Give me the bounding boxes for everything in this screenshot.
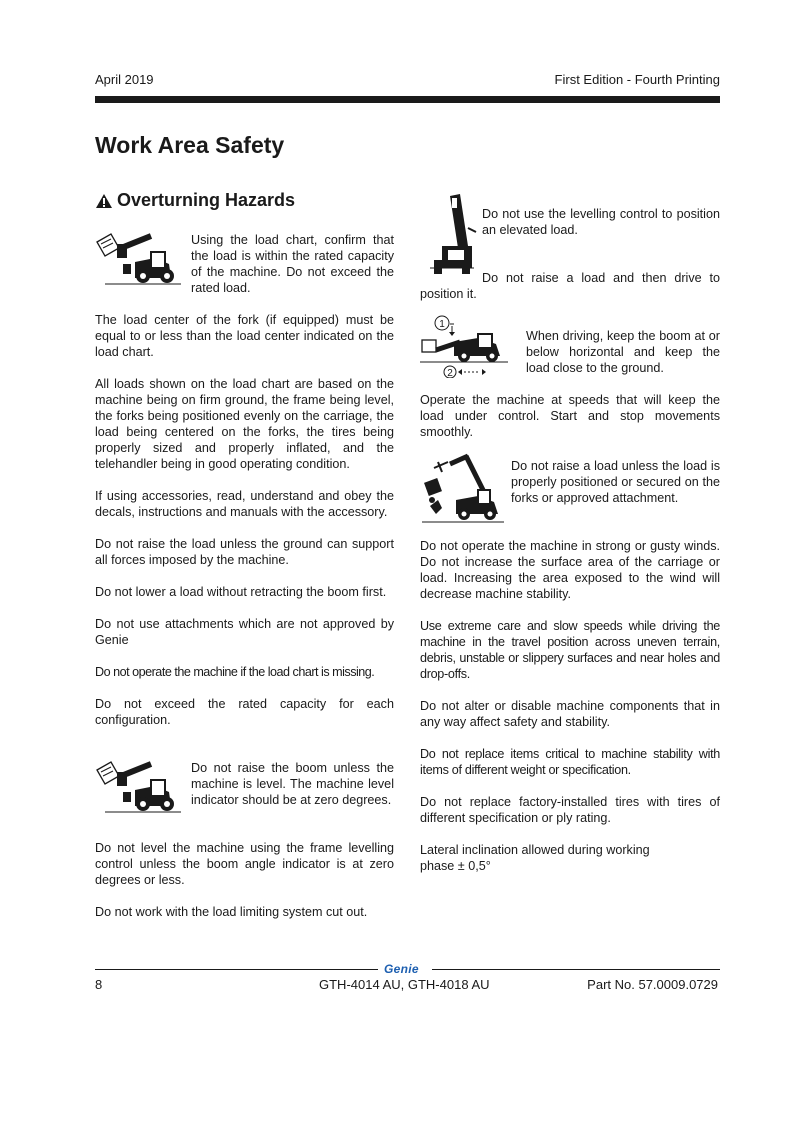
section-heading-text: Overturning Hazards	[117, 190, 296, 210]
right-paragraph-4: Operate the machine at speeds that will keep the load under control. Start and stop movements smoothly.	[420, 393, 720, 439]
right-paragraph-3: When driving, keep the boom at or below horizontal and keep the load close to the ground.	[526, 329, 720, 375]
left-paragraph-10: Do not raise the boom unless the machine is level. The machine level indicator should be at zero degrees.	[191, 761, 394, 807]
header-rule	[95, 96, 720, 103]
header-date: April 2019	[95, 72, 154, 87]
step-marker-1: 1	[439, 319, 445, 330]
left-paragraph-7: Do not use attachments which are not approved by Genie	[95, 617, 394, 647]
footer-rule-right	[432, 969, 720, 970]
genie-logo: Genie	[384, 962, 419, 976]
left-paragraph-3: All loads shown on the load chart are based on the machine being on firm ground, the frame being level, the forks being positioned evenly on the carriage, the load being centered on the forks, the tires being properly sized and properly inflated, and the telehandler being in good operating condition.	[95, 377, 394, 471]
left-paragraph-6: Do not lower a load without retracting the boom first.	[95, 585, 387, 599]
travel-position-illustration	[420, 314, 510, 378]
right-paragraph-10: Do not replace factory-installed tires with tires of different specification or ply rating.	[420, 795, 720, 825]
left-paragraph-11: Do not level the machine using the frame levelling control unless the boom angle indicator is at zero degrees or less.	[95, 841, 394, 887]
right-paragraph-7: Use extreme care and slow speeds while driving the machine in the travel position across uneven terrain, debris, unstable or slippery surfaces and near holes and drop-offs.	[420, 619, 720, 681]
footer-models: GTH-4014 AU, GTH-4018 AU	[319, 977, 490, 992]
left-paragraph-12: Do not work with the load limiting system cut out.	[95, 905, 368, 919]
right-paragraph-6: Do not operate the machine in strong or gusty winds. Do not increase the surface area of the carriage or load. Increasing the area exposed to the wind will decrease machine stability.	[420, 539, 720, 601]
section-heading	[95, 190, 295, 211]
footer-part-number: Part No. 57.0009.0729	[587, 977, 718, 992]
left-paragraph-1: Using the load chart, confirm that the load is within the rated capacity of the machine. Do not exceed the rated load.	[191, 233, 394, 295]
footer-rule-left	[95, 969, 378, 970]
left-paragraph-2: The load center of the fork (if equipped) must be equal to or less than the load center indicated on the load chart.	[95, 313, 394, 359]
header-edition: First Edition - Fourth Printing	[554, 72, 720, 87]
left-paragraph-4: If using accessories, read, understand and obey the decals, instructions and manuals with the accessory.	[95, 489, 394, 519]
left-paragraph-5: Do not raise the load unless the ground can support all forces imposed by the machine.	[95, 537, 394, 567]
right-paragraph-9: Do not replace items critical to machine stability with items of different weight or specification.	[420, 747, 720, 777]
unsecured-load-illustration	[420, 452, 506, 524]
page-number: 8	[95, 977, 103, 992]
telehandler-level-illustration	[95, 756, 183, 814]
step-marker-2: 2	[447, 368, 453, 378]
warning-icon	[95, 193, 113, 209]
right-paragraph-5: Do not raise a load unless the load is properly positioned or secured on the forks or approved attachment.	[511, 459, 720, 505]
right-paragraph-1: Do not use the levelling control to position an elevated load.	[482, 207, 720, 237]
left-paragraph-9: Do not exceed the rated capacity for each configuration.	[95, 697, 394, 727]
left-paragraph-8: Do not operate the machine if the load chart is missing.	[95, 665, 375, 679]
raised-boom-illustration	[428, 192, 478, 278]
right-paragraph-8: Do not alter or disable machine components that in any way affect safety and stability.	[420, 699, 720, 729]
telehandler-load-chart-illustration	[95, 228, 183, 286]
page-title: Work Area Safety	[95, 132, 285, 158]
right-paragraph-2: Do not raise a load and then drive to position it.	[420, 271, 720, 301]
right-paragraph-11: Lateral inclination allowed during working phase ± 0,5°	[420, 843, 650, 873]
